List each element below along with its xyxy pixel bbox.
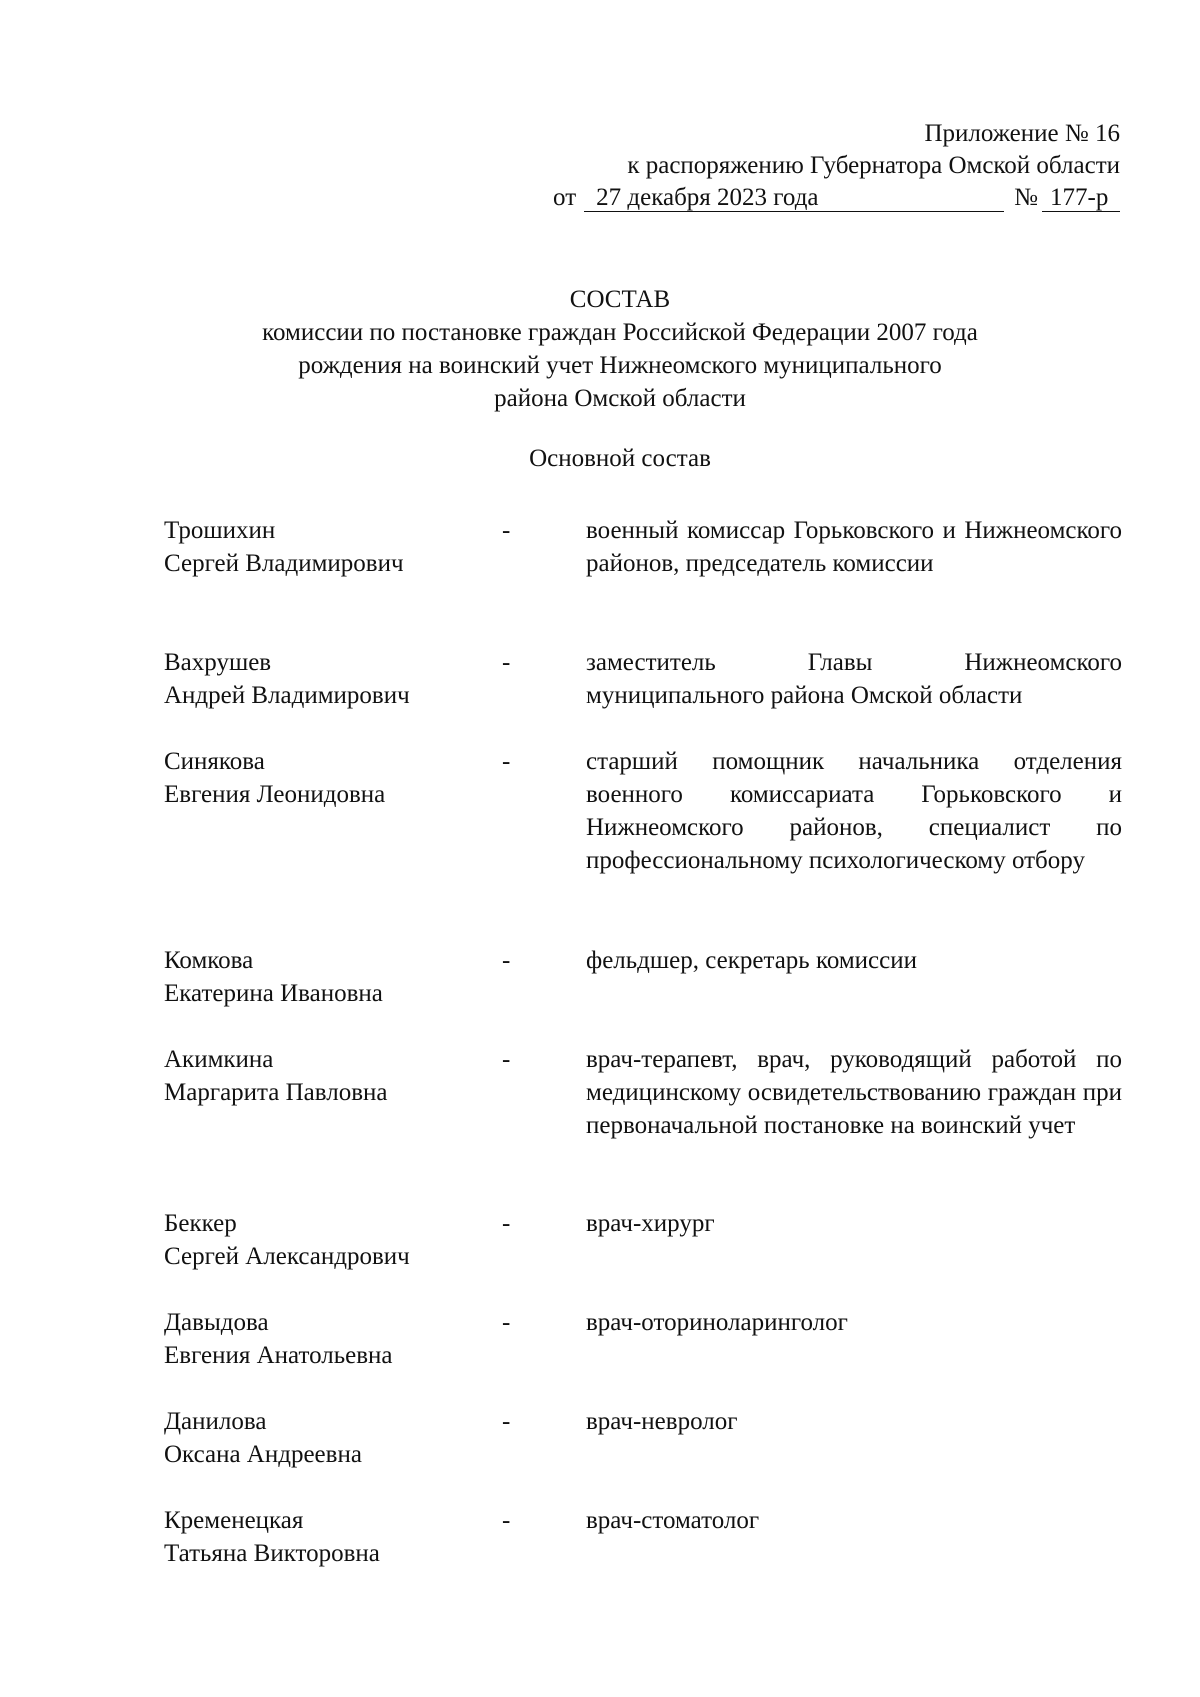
member-surname: Давыдова <box>164 1309 269 1336</box>
order-from-label: от <box>553 184 577 211</box>
title-line-2: рождения на воинский учет Нижнеомского муниципального <box>298 352 942 379</box>
member-item <box>164 944 1122 1010</box>
member-surname: Кременецкая <box>164 1507 304 1534</box>
appendix-header <box>500 118 1120 214</box>
member-given-names: Андрей Владимирович <box>164 682 410 709</box>
member-dash: - <box>502 517 511 544</box>
appendix-number: Приложение № 16 <box>924 120 1120 147</box>
member-role: заместитель Главы Нижнеомского муниципального района Омской области <box>586 649 1122 709</box>
member-given-names: Маргарита Павловна <box>164 1079 388 1106</box>
member-dash: - <box>502 1046 511 1073</box>
member-dash: - <box>502 1507 511 1534</box>
title-main: СОСТАВ <box>569 286 671 313</box>
member-item <box>164 745 1122 874</box>
member-role: старший помощник начальника отделения военного комиссариата Горьковского и Нижнеомского районов, специалист по профессиональному психологическому отбору <box>586 748 1122 874</box>
order-number: 177-р <box>1042 185 1120 212</box>
member-given-names: Сергей Александрович <box>164 1243 410 1270</box>
order-details <box>500 182 1120 214</box>
member-item <box>164 646 1122 712</box>
member-item <box>164 1043 1122 1139</box>
member-given-names: Евгения Леонидовна <box>164 781 386 808</box>
member-role: врач-стоматолог <box>586 1507 760 1534</box>
member-surname: Данилова <box>164 1408 267 1435</box>
title-line-1: комиссии по постановке граждан Российской Федерации 2007 года <box>262 319 978 346</box>
member-item <box>164 1207 1122 1273</box>
member-given-names: Евгения Анатольевна <box>164 1342 393 1369</box>
member-given-names: Сергей Владимирович <box>164 550 404 577</box>
order-number-label: № <box>1014 184 1038 211</box>
appendix-reference: к распоряжению Губернатора Омской области <box>627 152 1120 179</box>
member-role: врач-оториноларинголог <box>586 1309 848 1336</box>
member-surname: Трошихин <box>164 517 276 544</box>
member-role: врач-терапевт, врач, руководящий работой по медицинскому освидетельствованию граждан при первоначальной постановке на воинский учет <box>586 1046 1122 1139</box>
member-role: военный комиссар Горьковского и Нижнеомского районов, председатель комиссии <box>586 517 1122 577</box>
member-surname: Синякова <box>164 748 265 775</box>
member-dash: - <box>502 748 511 775</box>
member-surname: Акимкина <box>164 1046 274 1073</box>
member-dash: - <box>502 947 511 974</box>
member-item <box>164 1306 1122 1372</box>
member-role: врач-невролог <box>586 1408 738 1435</box>
document-title <box>140 283 1100 415</box>
member-surname: Беккер <box>164 1210 237 1237</box>
member-surname: Комкова <box>164 947 254 974</box>
member-surname: Вахрушев <box>164 649 272 676</box>
member-item <box>164 514 1122 580</box>
member-dash: - <box>502 649 511 676</box>
member-role: врач-хирург <box>586 1210 715 1237</box>
member-item <box>164 1504 1122 1570</box>
member-role: фельдшер, секретарь комиссии <box>586 947 918 974</box>
member-given-names: Оксана Андреевна <box>164 1441 362 1468</box>
member-dash: - <box>502 1309 511 1336</box>
title-line-3: района Омской области <box>494 385 746 412</box>
member-dash: - <box>502 1408 511 1435</box>
section-title: Основной состав <box>529 445 711 472</box>
member-item <box>164 1405 1122 1471</box>
member-dash: - <box>502 1210 511 1237</box>
order-date: 27 декабря 2023 года <box>584 185 1004 212</box>
member-given-names: Татьяна Викторовна <box>164 1540 380 1567</box>
member-given-names: Екатерина Ивановна <box>164 980 383 1007</box>
